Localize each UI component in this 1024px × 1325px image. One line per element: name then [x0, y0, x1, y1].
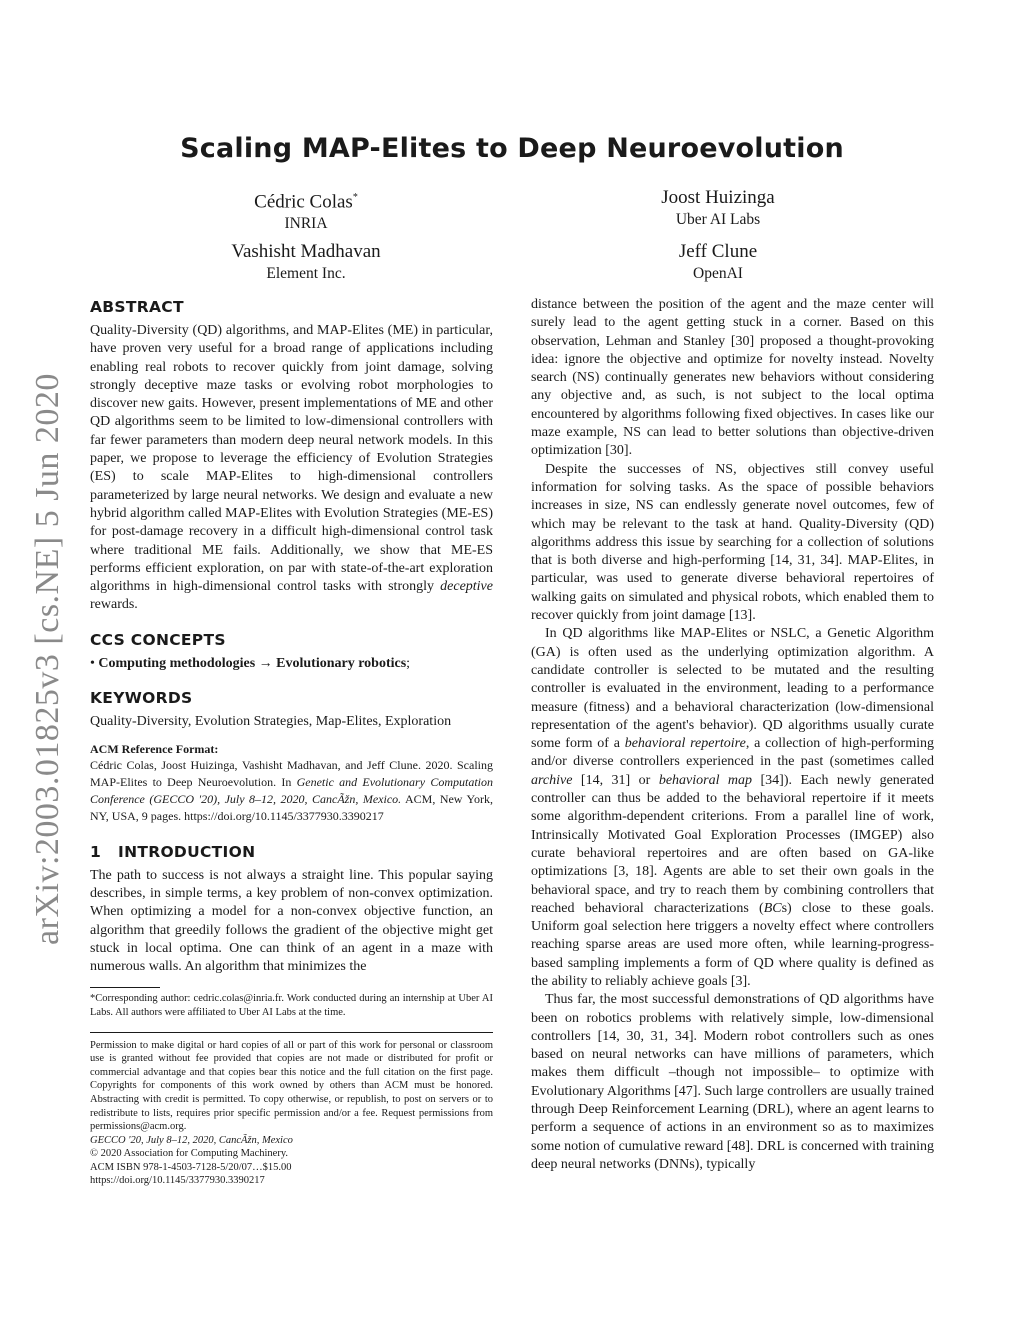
author-block: [568, 240, 868, 284]
author-affiliation: Element Inc.: [266, 265, 346, 282]
doi-line: https://doi.org/10.1145/3377930.3390217: [90, 1175, 265, 1187]
keywords-heading: KEYWORDS: [90, 688, 193, 707]
footnote: *Corresponding author: cedric.colas@inria.fr. Work conducted during an internship at Uber AI Labs. All authors were affiliated to Uber AI Labs at the time.: [90, 992, 493, 1018]
author-name: Vashisht Madhavan: [231, 241, 381, 262]
author-affiliation: OpenAI: [693, 265, 743, 282]
ccs-concept: • Computing methodologies → Evolutionary robotics;: [90, 655, 411, 671]
body-paragraph: distance between the position of the agent and the maze center will surely lead to the agent getting stuck in a corner. Based on this observation, Lehman and Stanley [30] proposed a thought-provoking idea: ignore the objective and optimize for novelty instead. Novelty search (NS) continually generates new behaviors without considering any objective and, as such, is not subject to the local optima encountered by algorithms following fixed objectives. In cases like our maze example, NS can lead to better solutions than objective-driven optimization [30].: [531, 297, 934, 459]
author-name: Cédric Colas*: [254, 191, 358, 213]
right-column: [531, 296, 934, 1174]
abstract-text: Quality-Diversity (QD) algorithms, and MAP-Elites (ME) in particular, have proven very useful for a broad range of applications including enabling real robots to recover quickly from joint damage, solving strongly deceptive maze tasks or evolving robot morphologies to discover new gaits. However, present implementations of ME and other QD algorithms seem to be limited to low-dimensional controllers with far fewer parameters than modern deep neural network models. In this paper, we propose to leverage the efficiency of Evolution Strategies (ES) to scale MAP-Elites to high-dimensional controllers parameterized by large neural networks. We design and evaluate a new hybrid algorithm called MAP-Elites with Evolution Strategies (ME-ES) for post-damage recovery in a difficult high-dimensional control task where traditional ME fails. Additionally, we show that ME-ES performs efficient exploration, on par with state-of-the-art exploration algorithms in high-dimensional control tasks with strongly deceptive rewards.: [90, 323, 493, 613]
author-block: [568, 186, 868, 230]
copyright-line: © 2020 Association for Computing Machinery.: [90, 1148, 289, 1160]
section-heading-introduction: 1 INTRODUCTION: [90, 842, 256, 861]
abstract-heading: ABSTRACT: [90, 298, 184, 316]
author-affiliation: INRIA: [284, 215, 328, 233]
author-affiliation: Uber AI Labs: [675, 211, 761, 228]
body-paragraph: Despite the successes of NS, objectives still convey useful information for solving tasks. As the space of possible behaviors increases in size, NS can endlessly generate novel outcomes, few of which may be relevant to the task at hand. Quality-Diversity (QD) algorithms address this issue by searching for a collection of solutions that is both diverse and high-performing [14, 31, 34]. MAP-Elites, in particular, was used to generate diverse behavioral repertoires of walking gaits on simulated and physical robots, which enabled them to recover quickly from joint damage [13].: [531, 461, 934, 624]
author-block: [156, 240, 456, 284]
author-block: [156, 186, 456, 234]
ccs-heading: CCS CONCEPTS: [90, 630, 226, 649]
intro-paragraph: The path to success is not always a straight line. This popular saying describes, in simple terms, a key problem of non-convex optimization. When optimizing a model for a non-convex objective function, an algorithm that greedily follows the gradient of the objective might get stuck in local optima. One can think of an agent in a maze with numerous walls. An algorithm that minimizes the: [90, 867, 493, 975]
acm-reference-label: ACM Reference Format:: [90, 741, 219, 756]
author-name: Joost Huizinga: [661, 187, 775, 208]
permission-divider: [90, 1032, 493, 1033]
keywords-text: Quality-Diversity, Evolution Strategies, Map-Elites, Exploration: [90, 713, 452, 729]
permission-notice: Permission to make digital or hard copies of all or part of this work for personal or classroom use is granted without fee provided that copies are not made or distributed for profit or commercial advantage and that copies bear this notice and the full citation on the first page. Copyrights for components of this work owned by others than ACM must be honored. Abstracting with credit is permitted. To copy otherwise, or republish, to post on servers or to redistribute to lists, requires prior specific permission and/or a fee. Request permissions from permissions@acm.org.: [90, 1039, 493, 1133]
footnote-divider: [90, 987, 160, 988]
conference-info: GECCO '20, July 8–12, 2020, CancÃžn, Mexico: [90, 1134, 293, 1146]
author-name: Jeff Clune: [678, 241, 758, 262]
body-paragraph: In QD algorithms like MAP-Elites or NSLC, a Genetic Algorithm (GA) is often used as the underlying optimization algorithm. A candidate controller is selected to be mutated and the resulting controller is evaluated in the environment, leading to a performance measure (fitness) and a behavioral characterization (low-dimensional representation of the agent's behavior). QD algorithms usually curate some form of a behavioral repertoire, a collection of high-performing and/or diverse controllers experienced in the past (sometimes called archive [14, 31] or behavioral map [34]). Each newly generated controller can thus be added to the behavioral repertoire if it meets some algorithm-dependent criterions. From a parallel line of work, Intrinsically Motivated Goal Exploration Processes (IMGEP) also curate behavioral repertoires and are often based on GA-like optimizations [3, 18]. Agents are able to set their own goals in the behavioral space, and try to reach them by combining controllers that reached behavioral characterizations (BCs) close to these goals. Uniform goal selection here triggers a novelty effect where controllers reaching sparse areas are used more often, while learning-progress-based sampling implements a form of QD where quality is defined as the ability to reliably achieve goals [3].: [531, 626, 934, 989]
left-column: [90, 296, 493, 1188]
body-paragraph: Thus far, the most successful demonstrations of QD algorithms have been on robotics problems with relatively simple, low-dimensional controllers [14, 30, 31, 34]. Modern robot controllers such as ones based on neural networks can have millions of parameters, which makes them difficult –though not impossible– to optimize with Evolutionary Algorithms [47]. Such large controllers are usually trained through Deep Reinforcement Learning (DRL), where an agent learns to perform a sequence of actions in an environment so as to maximizes some notion of cumulative reward [48]. DRL is concerned with training deep neural networks (DNNs), typically: [531, 992, 934, 1172]
paper-title: Scaling MAP-Elites to Deep Neuroevolution: [180, 133, 844, 164]
arxiv-identifier-text: arXiv:2003.01825v3 [cs.NE] 5 Jun 2020: [29, 373, 66, 945]
isbn-line: ACM ISBN 978-1-4503-7128-5/20/07…$15.00: [90, 1161, 292, 1173]
acm-reference-text: Cédric Colas, Joost Huizinga, Vashisht Madhavan, and Jeff Clune. 2020. Scaling MAP-Elites to Deep Neuroevolution. In Genetic and Evolutionary Computation Conference (GECCO '20), July 8–12, 2020, CancÃžn, Mexico. ACM, New York, NY, USA, 9 pages. https://doi.org/10.1145/3377930.3390217: [90, 757, 493, 823]
